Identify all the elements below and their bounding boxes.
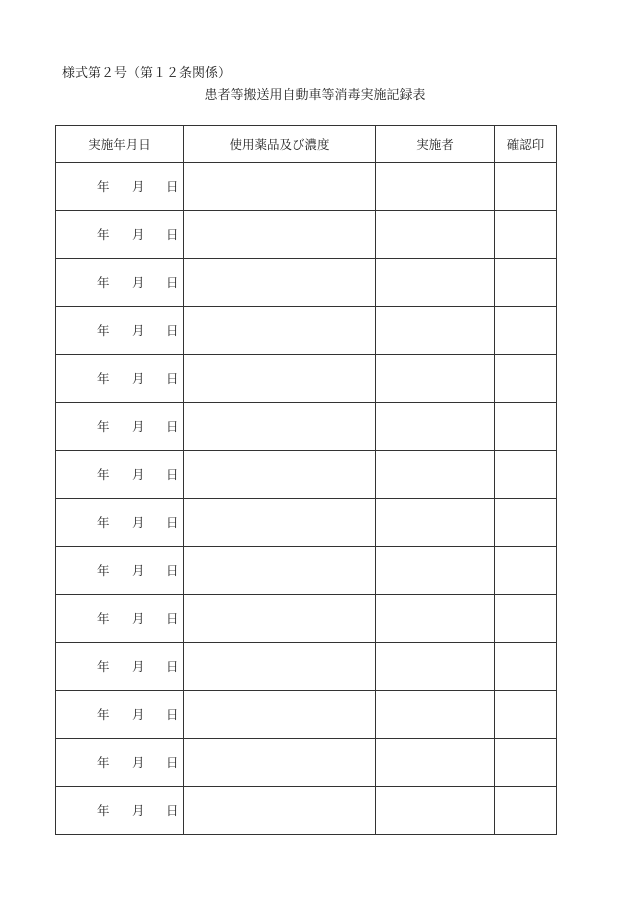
date-unit-day: 日 xyxy=(166,418,179,434)
date-unit-month: 月 xyxy=(132,274,145,290)
chemical-concentration-cell[interactable] xyxy=(184,595,376,643)
chemical-concentration-cell[interactable] xyxy=(184,499,376,547)
operator-cell[interactable] xyxy=(376,211,495,259)
date-unit-day: 日 xyxy=(166,610,179,626)
confirmation-seal-cell[interactable] xyxy=(495,451,557,499)
operator-cell[interactable] xyxy=(376,307,495,355)
operator-cell[interactable] xyxy=(376,739,495,787)
confirmation-seal-cell[interactable] xyxy=(495,259,557,307)
date-unit-day: 日 xyxy=(166,226,179,242)
date-unit-month: 月 xyxy=(132,802,145,818)
chemical-concentration-cell[interactable] xyxy=(184,787,376,835)
confirmation-seal-cell[interactable] xyxy=(495,499,557,547)
table-row xyxy=(56,259,557,307)
date-unit-day: 日 xyxy=(166,466,179,482)
date-cell[interactable] xyxy=(56,259,184,307)
operator-cell[interactable] xyxy=(376,547,495,595)
date-cell[interactable] xyxy=(56,643,184,691)
date-unit-month: 月 xyxy=(132,178,145,194)
date-unit-day: 日 xyxy=(166,514,179,530)
confirmation-seal-cell[interactable] xyxy=(495,739,557,787)
confirmation-seal-cell[interactable] xyxy=(495,355,557,403)
table-row xyxy=(56,739,557,787)
date-cell[interactable] xyxy=(56,595,184,643)
date-unit-day: 日 xyxy=(166,562,179,578)
date-cell[interactable] xyxy=(56,739,184,787)
column-header-chemical-concentration: 使用薬品及び濃度 xyxy=(184,126,376,163)
date-unit-year: 年 xyxy=(97,322,110,338)
date-unit-day: 日 xyxy=(166,754,179,770)
date-unit-month: 月 xyxy=(132,514,145,530)
date-unit-day: 日 xyxy=(166,802,179,818)
disinfection-record-table xyxy=(55,125,557,835)
chemical-concentration-cell[interactable] xyxy=(184,163,376,211)
chemical-concentration-cell[interactable] xyxy=(184,403,376,451)
table-row xyxy=(56,787,557,835)
date-unit-month: 月 xyxy=(132,562,145,578)
date-cell[interactable] xyxy=(56,211,184,259)
table-row xyxy=(56,499,557,547)
column-header-confirmation-seal: 確認印 xyxy=(495,126,557,163)
date-unit-year: 年 xyxy=(97,658,110,674)
confirmation-seal-cell[interactable] xyxy=(495,691,557,739)
operator-cell[interactable] xyxy=(376,355,495,403)
chemical-concentration-cell[interactable] xyxy=(184,643,376,691)
chemical-concentration-cell[interactable] xyxy=(184,451,376,499)
table-row xyxy=(56,355,557,403)
date-cell[interactable] xyxy=(56,307,184,355)
confirmation-seal-cell[interactable] xyxy=(495,163,557,211)
operator-cell[interactable] xyxy=(376,595,495,643)
table-body xyxy=(56,163,557,835)
date-cell[interactable] xyxy=(56,355,184,403)
operator-cell[interactable] xyxy=(376,403,495,451)
table-row xyxy=(56,595,557,643)
date-unit-year: 年 xyxy=(97,226,110,242)
date-unit-month: 月 xyxy=(132,370,145,386)
date-unit-year: 年 xyxy=(97,418,110,434)
confirmation-seal-cell[interactable] xyxy=(495,595,557,643)
table-row xyxy=(56,403,557,451)
date-unit-year: 年 xyxy=(97,562,110,578)
document-title: 患者等搬送用自動車等消毒実施記録表 xyxy=(204,88,426,103)
confirmation-seal-cell[interactable] xyxy=(495,787,557,835)
column-header-date: 実施年月日 xyxy=(56,126,184,163)
confirmation-seal-cell[interactable] xyxy=(495,547,557,595)
table-row xyxy=(56,211,557,259)
date-unit-year: 年 xyxy=(97,274,110,290)
date-cell[interactable] xyxy=(56,691,184,739)
table-row xyxy=(56,451,557,499)
date-unit-month: 月 xyxy=(132,610,145,626)
operator-cell[interactable] xyxy=(376,163,495,211)
chemical-concentration-cell[interactable] xyxy=(184,307,376,355)
date-unit-month: 月 xyxy=(132,418,145,434)
chemical-concentration-cell[interactable] xyxy=(184,259,376,307)
chemical-concentration-cell[interactable] xyxy=(184,547,376,595)
table-row xyxy=(56,307,557,355)
chemical-concentration-cell[interactable] xyxy=(184,211,376,259)
confirmation-seal-cell[interactable] xyxy=(495,643,557,691)
date-cell[interactable] xyxy=(56,163,184,211)
date-unit-month: 月 xyxy=(132,754,145,770)
operator-cell[interactable] xyxy=(376,451,495,499)
confirmation-seal-cell[interactable] xyxy=(495,211,557,259)
date-unit-day: 日 xyxy=(166,178,179,194)
date-unit-month: 月 xyxy=(132,706,145,722)
table-row xyxy=(56,643,557,691)
date-unit-year: 年 xyxy=(97,178,110,194)
table-row xyxy=(56,163,557,211)
date-unit-month: 月 xyxy=(132,466,145,482)
column-header-operator: 実施者 xyxy=(376,126,495,163)
date-unit-day: 日 xyxy=(166,658,179,674)
date-cell[interactable] xyxy=(56,547,184,595)
operator-cell[interactable] xyxy=(376,643,495,691)
date-unit-month: 月 xyxy=(132,226,145,242)
operator-cell[interactable] xyxy=(376,691,495,739)
date-unit-year: 年 xyxy=(97,466,110,482)
date-unit-day: 日 xyxy=(166,322,179,338)
table-header-row xyxy=(56,126,557,163)
date-unit-day: 日 xyxy=(166,370,179,386)
date-unit-day: 日 xyxy=(166,706,179,722)
date-unit-year: 年 xyxy=(97,754,110,770)
form-number: 様式第２号（第１２条関係） xyxy=(62,66,232,81)
date-unit-month: 月 xyxy=(132,322,145,338)
date-cell[interactable] xyxy=(56,499,184,547)
date-unit-year: 年 xyxy=(97,610,110,626)
date-cell[interactable] xyxy=(56,451,184,499)
chemical-concentration-cell[interactable] xyxy=(184,739,376,787)
date-unit-year: 年 xyxy=(97,706,110,722)
date-unit-year: 年 xyxy=(97,514,110,530)
date-unit-day: 日 xyxy=(166,274,179,290)
confirmation-seal-cell[interactable] xyxy=(495,307,557,355)
operator-cell[interactable] xyxy=(376,259,495,307)
date-cell[interactable] xyxy=(56,787,184,835)
date-unit-year: 年 xyxy=(97,802,110,818)
chemical-concentration-cell[interactable] xyxy=(184,355,376,403)
operator-cell[interactable] xyxy=(376,787,495,835)
date-unit-month: 月 xyxy=(132,658,145,674)
table-row xyxy=(56,547,557,595)
date-cell[interactable] xyxy=(56,403,184,451)
operator-cell[interactable] xyxy=(376,499,495,547)
table-row xyxy=(56,691,557,739)
date-unit-year: 年 xyxy=(97,370,110,386)
confirmation-seal-cell[interactable] xyxy=(495,403,557,451)
chemical-concentration-cell[interactable] xyxy=(184,691,376,739)
